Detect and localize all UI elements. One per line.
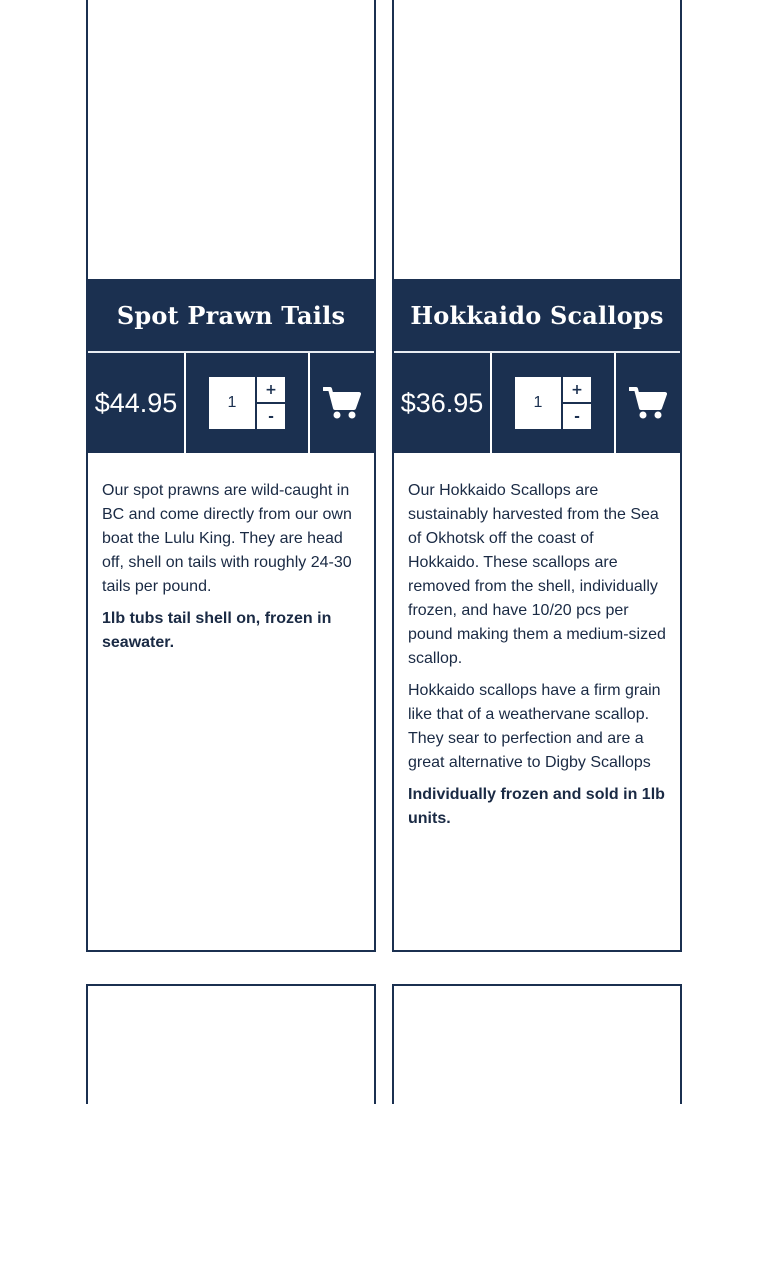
add-to-cart-button[interactable]: [310, 353, 374, 453]
description-paragraph: Our spot prawns are wild-caught in BC and come directly from our own boat the Lulu King. They are head off, shell on tails with roughly 24-30 tails per pound.: [102, 482, 352, 595]
product-card: [392, 984, 682, 1104]
cart-icon: [323, 386, 361, 420]
product-title-bar: [394, 279, 680, 353]
product-title-bar: [88, 279, 374, 353]
quantity-decrease-button[interactable]: -: [268, 408, 274, 425]
product-title[interactable]: Hokkaido Scallops: [410, 300, 664, 330]
product-price: $36.95: [394, 353, 492, 453]
quantity-input[interactable]: [209, 377, 257, 429]
quantity-buttons: [563, 377, 591, 429]
product-card: [392, 0, 682, 952]
add-to-cart-button[interactable]: [616, 353, 680, 453]
product-card: [86, 984, 376, 1104]
cart-icon: [629, 386, 667, 420]
purchase-row: [88, 353, 374, 453]
purchase-row: [394, 353, 680, 453]
product-note: Individually frozen and sold in 1lb units.: [408, 786, 665, 827]
product-card: [86, 0, 376, 952]
quantity-cell: [492, 353, 616, 453]
quantity-buttons: [257, 377, 285, 429]
product-image[interactable]: [88, 0, 374, 279]
product-description: [394, 453, 680, 831]
description-paragraph: Our Hokkaido Scallops are sustainably harvested from the Sea of Okhotsk off the coast of Hokkaido. These scallops are removed from the shell, individually frozen, and have 10/20 pcs per pound making them a medium-sized scallop.: [408, 482, 666, 667]
description-paragraph: Hokkaido scallops have a firm grain like that of a weathervane scallop. They sear to perfection and are a great alternative to Digby Scallops: [408, 682, 661, 771]
quantity-decrease-button[interactable]: -: [574, 408, 580, 425]
product-title[interactable]: Spot Prawn Tails: [116, 300, 346, 330]
quantity-increase-button[interactable]: +: [563, 377, 591, 404]
product-image[interactable]: [394, 0, 680, 279]
product-image[interactable]: [394, 986, 680, 1273]
product-price: $44.95: [88, 353, 186, 453]
quantity-input[interactable]: [515, 377, 563, 429]
product-note: 1lb tubs tail shell on, frozen in seawater.: [102, 610, 332, 651]
quantity-increase-button[interactable]: +: [257, 377, 285, 404]
quantity-stepper: [513, 375, 593, 431]
product-description: [88, 453, 374, 655]
quantity-cell: [186, 353, 310, 453]
quantity-stepper: [207, 375, 287, 431]
product-image[interactable]: [88, 986, 374, 1273]
